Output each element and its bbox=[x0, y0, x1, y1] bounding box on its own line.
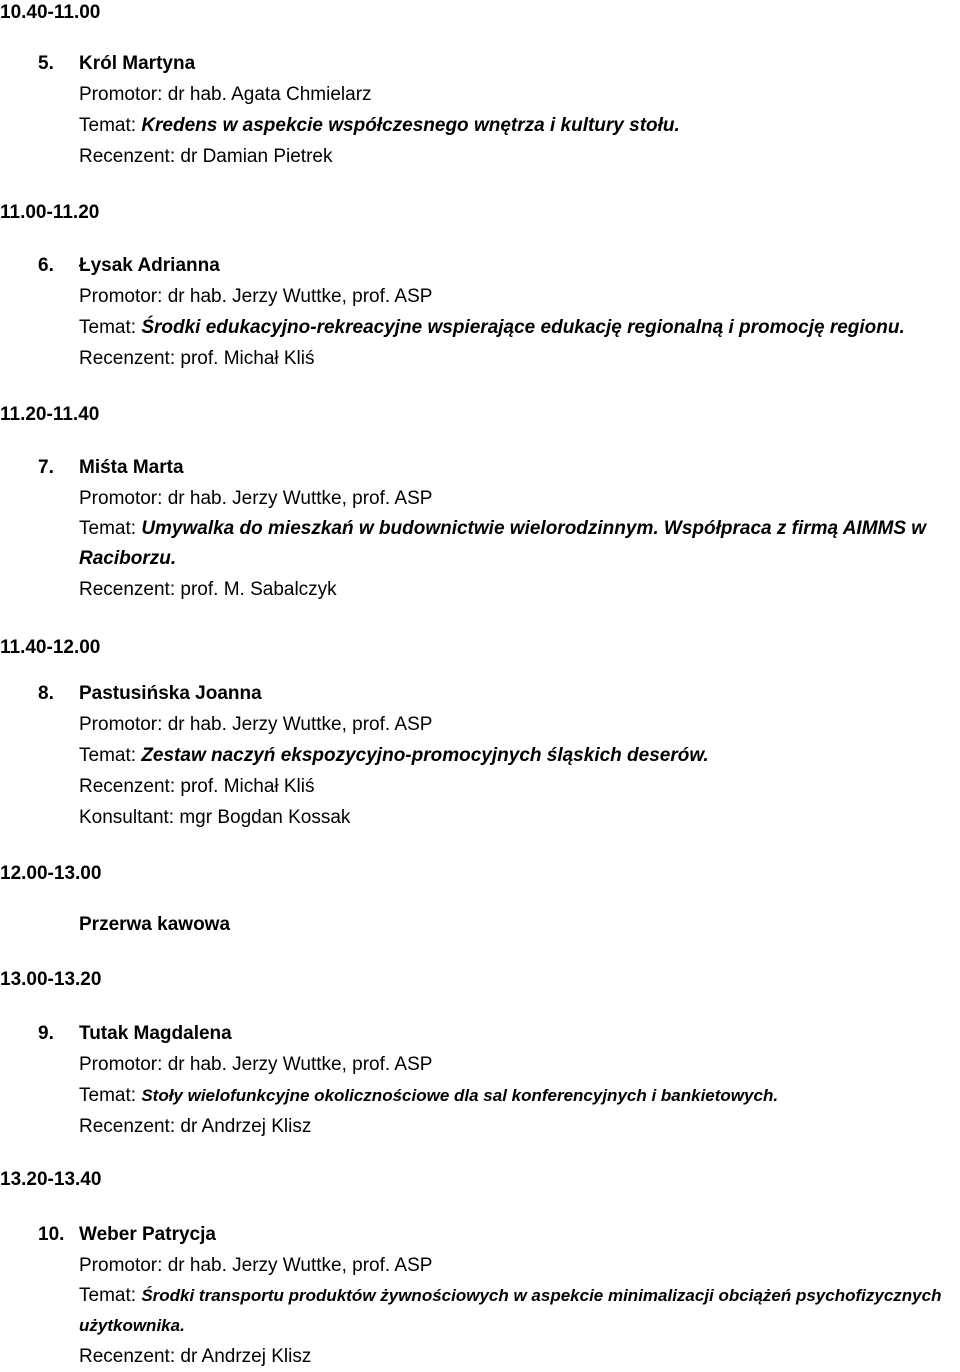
reviewer-value: prof. Michał Kliś bbox=[180, 348, 315, 369]
entry-number: 9. bbox=[38, 1023, 54, 1044]
reviewer-value: dr Damian Pietrek bbox=[180, 146, 333, 167]
reviewer-line bbox=[79, 141, 960, 172]
time-slot: 11.40-12.00 bbox=[0, 637, 101, 658]
entry-number: 8. bbox=[38, 683, 54, 704]
entry-number: 5. bbox=[38, 53, 54, 74]
entry-number: 10. bbox=[38, 1224, 65, 1245]
reviewer-value: dr Andrzej Klisz bbox=[180, 1116, 312, 1137]
promotor-line bbox=[79, 1049, 960, 1080]
topic-label: Temat: bbox=[79, 317, 137, 338]
reviewer-label: Recenzent: bbox=[79, 579, 176, 600]
reviewer-line bbox=[79, 343, 960, 374]
topic-value: Umywalka do mieszkań w budownictwie wielorodzinnym. Współpraca z firmą AIMMS w Raciborzu. bbox=[79, 518, 927, 569]
topic-line bbox=[79, 1281, 960, 1341]
topic-value: Środki transportu produktów żywnościowych w aspekcie minimalizacji obciążeń psychofizycznych użytkownika. bbox=[79, 1286, 942, 1335]
promotor-value: dr hab. Jerzy Wuttke, prof. ASP bbox=[167, 1255, 433, 1276]
promotor-value: dr hab. Jerzy Wuttke, prof. ASP bbox=[167, 1054, 433, 1075]
topic-line bbox=[79, 110, 960, 141]
topic-label: Temat: bbox=[79, 1285, 137, 1306]
student-name: Łysak Adrianna bbox=[79, 255, 220, 276]
promotor-label: Promotor: bbox=[79, 488, 163, 509]
defense-entry bbox=[38, 1018, 960, 1142]
time-slot: 13.20-13.40 bbox=[0, 1169, 102, 1190]
promotor-value: dr hab. Agata Chmielarz bbox=[167, 84, 372, 105]
entry-number: 7. bbox=[38, 457, 54, 478]
promotor-label: Promotor: bbox=[79, 1255, 163, 1276]
reviewer-value: prof. M. Sabalczyk bbox=[180, 579, 337, 600]
promotor-label: Promotor: bbox=[79, 286, 163, 307]
promotor-label: Promotor: bbox=[79, 84, 163, 105]
defense-entry bbox=[38, 1219, 960, 1372]
topic-value: Kredens w aspekcie współczesnego wnętrza i kultury stołu. bbox=[141, 115, 680, 136]
promotor-line bbox=[79, 709, 960, 740]
time-slot: 12.00-13.00 bbox=[0, 863, 102, 884]
time-slot: 13.00-13.20 bbox=[0, 969, 102, 990]
student-name: Miśta Marta bbox=[79, 457, 184, 478]
topic-value: Stoły wielofunkcyjne okolicznościowe dla sal konferencyjnych i bankietowych. bbox=[141, 1086, 779, 1105]
promotor-label: Promotor: bbox=[79, 714, 163, 735]
student-name: Weber Patrycja bbox=[79, 1224, 216, 1245]
reviewer-label: Recenzent: bbox=[79, 146, 176, 167]
time-slot: 11.00-11.20 bbox=[0, 202, 100, 223]
topic-line bbox=[79, 740, 960, 771]
topic-label: Temat: bbox=[79, 518, 137, 539]
defense-entry bbox=[38, 678, 960, 833]
topic-value: Zestaw naczyń ekspozycyjno-promocyjnych śląskich deserów. bbox=[141, 745, 709, 766]
student-name: Król Martyna bbox=[79, 53, 196, 74]
promotor-line bbox=[79, 79, 960, 110]
reviewer-label: Recenzent: bbox=[79, 1346, 176, 1367]
promotor-value: dr hab. Jerzy Wuttke, prof. ASP bbox=[167, 714, 433, 735]
promotor-line bbox=[79, 1250, 960, 1281]
time-slot: 11.20-11.40 bbox=[0, 404, 100, 425]
reviewer-line bbox=[79, 1111, 960, 1142]
topic-label: Temat: bbox=[79, 1085, 137, 1106]
topic-label: Temat: bbox=[79, 115, 137, 136]
topic-label: Temat: bbox=[79, 745, 137, 766]
topic-value: Środki edukacyjno-rekreacyjne wspierające edukację regionalną i promocję regionu. bbox=[141, 317, 905, 338]
consultant-line: Konsultant: mgr Bogdan Kossak bbox=[79, 807, 351, 828]
promotor-line bbox=[79, 281, 960, 312]
promotor-line bbox=[79, 483, 960, 514]
topic-line bbox=[79, 514, 960, 574]
defense-entry bbox=[38, 250, 960, 374]
entry-number: 6. bbox=[38, 255, 54, 276]
student-name: Pastusińska Joanna bbox=[79, 683, 262, 704]
promotor-value: dr hab. Jerzy Wuttke, prof. ASP bbox=[167, 488, 433, 509]
time-slot: 10.40-11.00 bbox=[0, 2, 101, 23]
reviewer-label: Recenzent: bbox=[79, 348, 176, 369]
reviewer-label: Recenzent: bbox=[79, 1116, 176, 1137]
topic-line bbox=[79, 312, 960, 343]
defense-entry bbox=[38, 452, 960, 605]
promotor-label: Promotor: bbox=[79, 1054, 163, 1075]
reviewer-value: dr Andrzej Klisz bbox=[180, 1346, 312, 1367]
reviewer-label: Recenzent: bbox=[79, 776, 176, 797]
reviewer-value: prof. Michał Kliś bbox=[180, 776, 315, 797]
reviewer-line bbox=[79, 1341, 960, 1372]
reviewer-line bbox=[79, 771, 960, 802]
promotor-value: dr hab. Jerzy Wuttke, prof. ASP bbox=[167, 286, 433, 307]
coffee-break: Przerwa kawowa bbox=[79, 914, 231, 935]
student-name: Tutak Magdalena bbox=[79, 1023, 232, 1044]
topic-line bbox=[79, 1080, 960, 1111]
reviewer-line bbox=[79, 574, 960, 605]
defense-entry bbox=[38, 48, 960, 172]
